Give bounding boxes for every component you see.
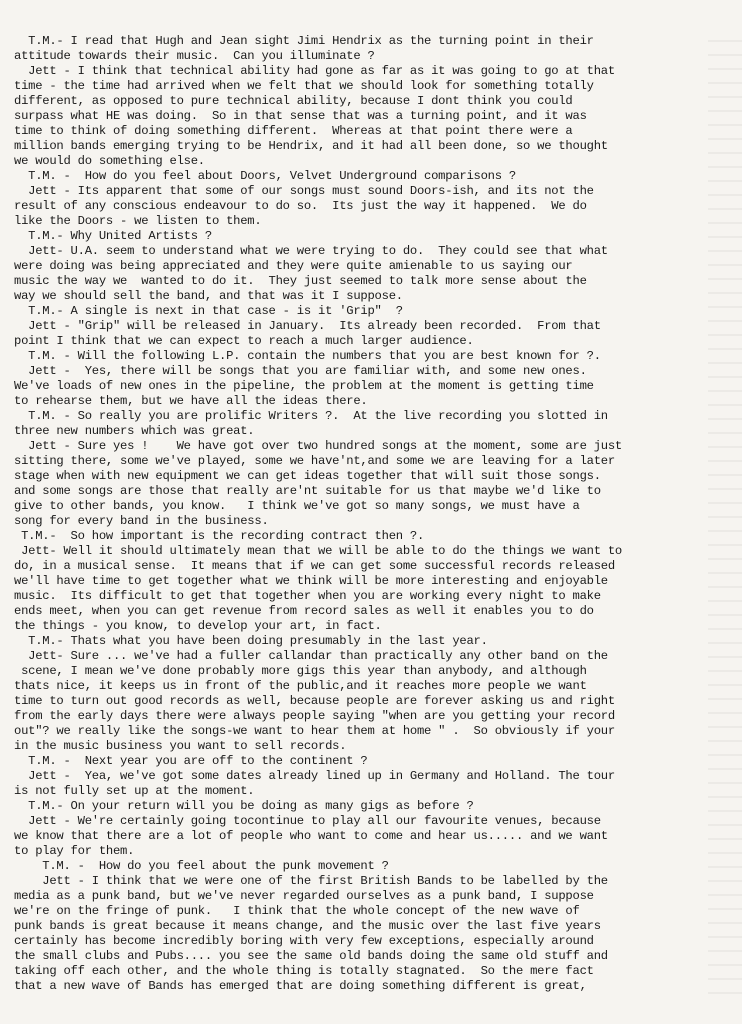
text-line: T.M. - How do you feel about the punk movement ? [14,859,389,873]
text-line: T.M.- A single is next in that case - is it 'Grip" ? [14,304,403,318]
text-line: three new numbers which was great. [14,424,255,438]
text-line: is not fully set up at the moment. [14,784,255,798]
text-line: point I think that we can expect to reach a much larger audience. [14,334,474,348]
text-line: time to think of doing something different. Whereas at that point there were a [14,124,573,138]
text-line: give to other bands, you know. I think we've got so many songs, we must have a [14,499,580,513]
text-line: T.M.- Thats what you have been doing presumably in the last year. [14,634,488,648]
text-line: the things - you know, to develop your art, in fact. [14,619,382,633]
text-line: like the Doors - we listen to them. [14,214,262,228]
text-line: media as a punk band, but we've never regarded ourselves as a punk band, I suppose [14,889,594,903]
text-line: to play for them. [14,844,135,858]
text-line: in the music business you want to sell records. [14,739,347,753]
text-line: out"? we really like the songs-we want to hear them at home " . So obviously if your [14,724,615,738]
text-line: song for every band in the business. [14,514,269,528]
text-line: scene, I mean we've done probably more gigs this year than anybody, and although [14,664,587,678]
text-line: T.M. - So really you are prolific Writers ?. At the live recording you slotted in [14,409,608,423]
text-line: music. Its difficult to get that together when you are working every night to make [14,589,601,603]
text-line: Jett - I think that technical ability had gone as far as it was going to go at that [14,64,615,78]
text-line: Jett - Sure yes ! We have got over two hundred songs at the moment, some are just [14,439,622,453]
text-line: Jett - Yes, there will be songs that you are familiar with, and some new ones. [14,364,587,378]
text-line: T.M.- So how important is the recording contract then ?. [14,529,425,543]
text-line: T.M.- On your return will you be doing as many gigs as before ? [14,799,474,813]
text-line: Jett- Well it should ultimately mean that we will be able to do the things we want to [14,544,622,558]
text-line: T.M. - Will the following L.P. contain the numbers that you are best known for ?. [14,349,601,363]
text-line: T.M.- I read that Hugh and Jean sight Jimi Hendrix as the turning point in their [14,34,594,48]
text-line: we're on the fringe of punk. I think that the whole concept of the new wave of [14,904,580,918]
text-line: thats nice, it keeps us in front of the public,and it reaches more people we want [14,679,587,693]
text-line: Jett - "Grip" will be released in January. Its already been recorded. From that [14,319,601,333]
text-line: certainly has become incredibly boring with very few exceptions, especially around [14,934,594,948]
text-line: Jett- Sure ... we've had a fuller callandar than practically any other band on the [14,649,608,663]
text-line: way we should sell the band, and that was it I suppose. [14,289,403,303]
text-line: time to turn out good records as well, because people are forever asking us and right [14,694,615,708]
text-line: We've loads of new ones in the pipeline, the problem at the moment is getting time [14,379,594,393]
text-line: to rehearse them, but we have all the ideas there. [14,394,368,408]
text-line: time - the time had arrived when we felt that we should look for something totally [14,79,594,93]
text-line: we would do something else. [14,154,205,168]
text-line: that a new wave of Bands has emerged that are doing something different is great, [14,979,587,993]
text-line: result of any conscious endeavour to do so. Its just the way it happened. We do [14,199,587,213]
text-line: we'll have time to get together what we think will be more interesting and enjoyable [14,574,608,588]
text-line: T.M. - How do you feel about Doors, Velvet Underground comparisons ? [14,169,516,183]
text-line: and some songs are those that really are'nt suitable for us that maybe we'd like to [14,484,601,498]
interview-transcript [14,34,714,994]
text-line: T.M. - Next year you are off to the continent ? [14,754,368,768]
text-line: punk bands is great because it means change, and the music over the last five years [14,919,601,933]
text-line: T.M.- Why United Artists ? [14,229,212,243]
text-line: do, in a musical sense. It means that if we can get some successful records released [14,559,615,573]
text-line: Jett - Its apparent that some of our songs must sound Doors-ish, and its not the [14,184,594,198]
text-line: music the way we wanted to do it. They just seemed to talk more sense about the [14,274,587,288]
text-line: Jett - Yea, we've got some dates already lined up in Germany and Holland. The tour [14,769,615,783]
text-line: were doing was being appreciated and they were quite amienable to us saying our [14,259,573,273]
text-line: ends meet, when you can get revenue from record sales as well it enables you to do [14,604,594,618]
text-line: different, as opposed to pure technical ability, because I dont think you could [14,94,573,108]
text-line: Jett - We're certainly going tocontinue to play all our favourite venues, because [14,814,601,828]
text-line: stage when with new equipment we can get ideas together that will suit those songs. [14,469,601,483]
text-line: million bands emerging trying to be Hendrix, and it had all been done, so we thought [14,139,608,153]
text-line: surpass what HE was doing. So in that sense that was a turning point, and it was [14,109,587,123]
text-line: attitude towards their music. Can you illuminate ? [14,49,375,63]
text-line: sitting there, some we've played, some we have'nt,and some we are leaving for a later [14,454,615,468]
text-line: Jett - I think that we were one of the first British Bands to be labelled by the [14,874,608,888]
text-line: the small clubs and Pubs.... you see the same old bands doing the same old stuff and [14,949,608,963]
text-line: Jett- U.A. seem to understand what we were trying to do. They could see that what [14,244,608,258]
text-line: we know that there are a lot of people who want to come and hear us..... and we want [14,829,608,843]
text-line: from the early days there were always people saying "when are you getting your record [14,709,615,723]
text-line: taking off each other, and the whole thing is totally stagnated. So the mere fact [14,964,594,978]
